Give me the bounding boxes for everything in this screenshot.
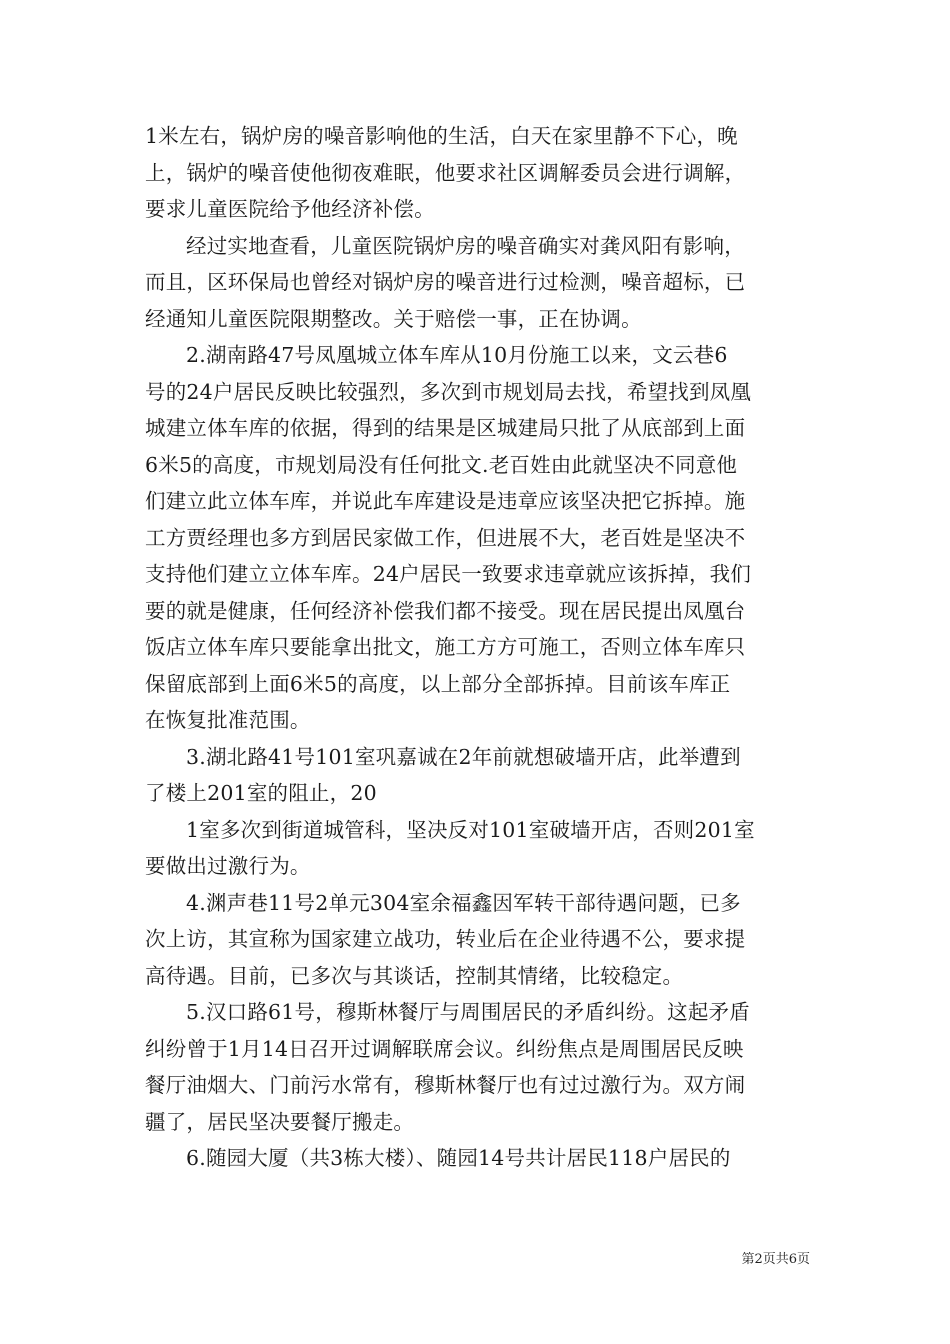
text-line: 号的24户居民反映比较强烈，多次到市规划局去找，希望找到凤凰 <box>145 379 752 404</box>
text-line: 要的就是健康，任何经济补偿我们都不接受。现在居民提出凤凰台 <box>145 598 746 623</box>
text-line: 纠纷曾于1月14日召开过调解联席会议。纠纷焦点是周围居民反映 <box>145 1036 744 1061</box>
text-line: 保留底部到上面6米5的高度，以上部分全部拆掉。目前该车库正 <box>145 671 731 696</box>
paragraph <box>145 118 805 228</box>
paragraph <box>145 885 805 995</box>
page-number-label: 第2页共6页 <box>741 1252 810 1267</box>
text-line: 饭店立体车库只要能拿出批文，施工方方可施工，否则立体车库只 <box>145 635 746 659</box>
text-line: 在恢复批准范围。 <box>145 708 311 732</box>
paragraph <box>145 337 805 739</box>
text-line: 工方贾经理也多方到居民家做工作，但进展不大，老百姓是坚决不 <box>145 525 746 550</box>
text-line: 2.湖南路47号凤凰城立体车库从10月份施工以来，文云巷6 <box>186 343 728 367</box>
text-line: 城建立体车库的依据，得到的结果是区城建局只批了从底部到上面 <box>145 416 746 440</box>
text-line: 4.渊声巷11号2单元304室余福鑫因军转干部待遇问题，已多 <box>186 890 741 915</box>
text-line: 要求儿童医院给予他经济补偿。 <box>145 197 435 221</box>
text-line: 支持他们建立立体车库。24户居民一致要求违章就应该拆掉，我们 <box>145 562 752 586</box>
text-line: 要做出过激行为。 <box>145 854 311 878</box>
text-line: 经通知儿童医院限期整改。关于赔偿一事，正在协调。 <box>145 306 642 331</box>
text-line: 3.湖北路41号101室巩嘉诚在2年前就想破墙开店，此举遭到 <box>186 744 741 769</box>
text-line: 6.随园大厦（共3栋大楼）、随园14号共计居民118户居民的 <box>186 1146 731 1170</box>
text-line: 经过实地查看，儿童医院锅炉房的噪音确实对龚风阳有影响， <box>186 233 745 258</box>
text-line: 1室多次到街道城管科，坚决反对101室破墙开店，否则201室 <box>186 817 755 842</box>
text-line: 6米5的高度，市规划局没有任何批文.老百姓由此就坚决不同意他 <box>145 452 738 477</box>
paragraph <box>145 812 805 885</box>
document-body <box>145 118 805 1177</box>
paragraph <box>145 1140 805 1177</box>
text-line: 而且，区环保局也曾经对锅炉房的噪音进行过检测，噪音超标，已 <box>145 270 746 294</box>
paragraph <box>145 228 805 338</box>
paragraph <box>145 994 805 1140</box>
text-line: 1米左右，锅炉房的噪音影响他的生活，白天在家里静不下心，晚 <box>145 124 738 148</box>
text-line: 疆了，居民坚决要餐厅搬走。 <box>145 1109 415 1134</box>
text-line: 5.汉口路61号，穆斯林餐厅与周围居民的矛盾纠纷。这起矛盾 <box>186 1000 750 1024</box>
text-line: 次上访，其宣称为国家建立战功，转业后在企业待遇不公，要求提 <box>145 927 746 951</box>
text-line: 餐厅油烟大、门前污水常有，穆斯林餐厅也有过过激行为。双方闹 <box>145 1073 746 1097</box>
text-line: 了楼上201室的阻止，20 <box>145 781 377 805</box>
paragraph <box>145 739 805 812</box>
text-line: 上，锅炉的噪音使他彻夜难眠，他要求社区调解委员会进行调解， <box>145 160 746 185</box>
text-line: 高待遇。目前，已多次与其谈话，控制其情绪，比较稳定。 <box>145 963 684 988</box>
page-number-footer <box>700 1248 810 1267</box>
text-line: 们建立此立体车库，并说此车库建设是违章应该坚决把它拆掉。施 <box>145 489 746 513</box>
